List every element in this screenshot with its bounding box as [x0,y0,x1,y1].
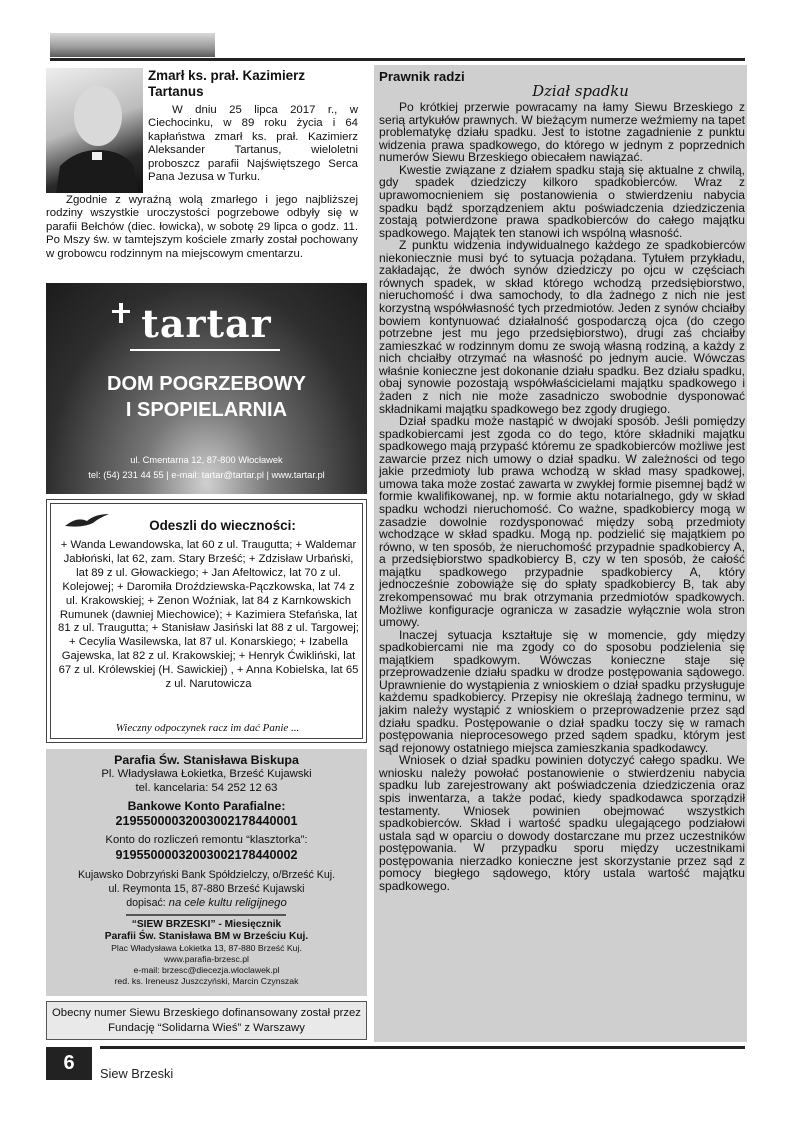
obituary-title: Zmarł ks. prał. Kazimierz Tartanus [148,68,306,99]
masthead-title: “SIEW BRZESKI” - Miesięcznik [131,919,282,930]
funerals-inner-frame [50,503,363,739]
article-paragraph: Inaczej sytuacja kształtuje się w momencie, gdy między spadkobiercami nie ma zgody co do sposobu podzielenia się majątkiem spadkowym. Wówczas konieczne staje się przeprowadzenie działu spadku w drodze postępowania sądowego. Uprawnienie do wystąpienia z wnioskiem o dział spadku przysługuje każdemu spadkobiercy. Przepisy nie określają żadnego terminu, w jakim należy wystąpić z wnioskiem o przeprowadzenie przez sąd działu spadku. Postępowanie o dział spadku toczy się w ramach postępowania nieprocesowego przed sądem spadku, którym jest sąd rejonowy ostatniego miejsca zamieszkania spadkodawcy. [379,627,745,755]
article-paragraph: Dział spadku może nastąpić w dwojaki sposób. Jeśli pomiędzy spadkobiercami jest zgoda co do tego, które składniki majątku spadkowego mają przypaść któremu ze spadkobierców możliwe jest zawarcie przez nich umowy o dział spadku. W zależności od tego jakie przedmioty lub prawa wchodzą w skład masy spadkowej, umowa taka może zostać zawarta w zwykłej formie pisemnej bądź w formie kwalifikowanej, np. w formie aktu notarialnego, gdy w skład spadku wchodzi nieruchomość. Co ważne, spadkobiercy mogą w zasadzie dowolnie rozdysponować między sobą przedmioty wchodzące w skład spadku. Mogą np. podzielić się majątkiem po równo, w ten sposób, że nieruchomość przypadnie spadkobiercy A, a przedsiębiorstwo spadkobiercy B, czy w ten sposób, że całość majątku spadkowego przypadnie spadkobiercy A, który jednocześnie zobowiąże się do spłaty spadkobiercy B, tak aby zrekompensować mu brak otrzymania przedmiotów spadkowych. Możliwe konfiguracje ogranicza w zasadzie wyłącznie wola stron umowy. [379,414,745,630]
funerals-list: + Wanda Lewandowska, lat 60 z ul. Traugutta; + Waldemar Jabłoński, lat 62, zam. Stary Brześć; + Zdzisław Urbański, lat 89 z ul. Głowackiego; + Jan Afeltowicz, lat 70 z ul. Kolejowej; + Daromiła Droździewska-Pączkowska, lat 74 z ul. Krakowskiej; + Zenon Woźniak, lat 84 z Karnkowskich Rumunek (dawniej Miechowice); + Kazimiera Stefańska, lat 81 z ul. Traugutta; + Stanisław Jasiński lat 88 z ul. Targowej; + Cecylia Wasilewska, lat 87 ul. Konarskiego; + Izabella Gajewska, lat 82 z ul. Krakowskiej; + Henryk Ćwikliński, lat 67 z ul. Królewskiej (H. Sawickiej) , + Anna Kobielska, lat 65 z ul. Narutowicza [58,539,359,691]
article-paragraph: Kwestie związane z działem spadku stają się aktualne z chwilą, gdy spadek dziedziczy kilkoro spadkobierców. Wraz z uprawomocnieniem się postanowienia o stwierdzeniu nabycia spadku bądź sporządzeniem aktu poświadczenia dziedziczenia zostają potwierdzone prawa spadkobierców do całego majątku spadkowego. Majątek ten stanowi ich wspólną własność. [379,162,745,240]
transfer-note [46,897,367,909]
funding-note: Obecny numer Siewu Brzeskiego dofinansowany został przez Fundację “Solidarna Wieś” z Warszawy [46,1001,367,1040]
parish-phone: tel. kancelaria: 54 252 12 63 [135,782,278,794]
masthead-rule [126,914,286,916]
footer-rule [100,1046,745,1049]
bank-account-number: 21955000032003002178440001 [115,814,298,828]
parish-title: Parafia Św. Stanisława Biskupa [114,753,299,767]
masthead-email: e-mail: brzesc@diecezja.wloclawek.pl [133,965,280,975]
article-paragraph: Z punktu widzenia indywidualnego każdego ze spadkobierców niekoniecznie musi być to sytuacja pożądana. Tytułem przykładu, zakładając, że dwóch synów dziedziczy po ojcu w częściach równych spadek, w skład którego wchodzą przedsiębiorstwo, nieruchomość i dwa samochody, to dla żadnego z nich nie jest korzystną współwłasność tych przedmiotów. Jeden z synów chciałby bowiem kontynuować działalność gospodarczą ojca (do czego potrzebne jest mu jego przedsiębiorstwo), drugi zaś chciałby zamieszkać w rodzinnym domu ze swoją własną rodziną, a każdy z nich chciałby otrzymać na własność po jednym aucie. Wówczas właśnie konieczne jest dokonanie działu spadku. Bez działu spadku, obaj synowie pozostają współwłaścicielami majątku spadkowego i żaden z nich nie może zasadniczo swobodnie dysponować składnikami majątku spadkowego bez zgody drugiego. [379,238,745,416]
funerals-box [46,499,367,743]
parish-info-box [46,749,367,996]
priest-portrait [46,68,143,193]
funeral-home-ad [46,283,367,494]
masthead-website: www.parafia-brzesc.pl [164,954,249,964]
article-kicker: Prawnik radzi [379,69,465,84]
bank-address: ul. Reymonta 15, 87-880 Brześć Kujawski [108,883,305,895]
article-paragraph: Wniosek o dział spadku powinien dotyczyć całego spadku. We wniosku należy powołać postanowienie o stwierdzeniu nabycia spadku lub zarejestrowany akt poświadczenia dziedziczenia oraz spis inwentarza, a także podać, kiedy spadkodawca sporządził testamenty. Wniosek powinien obejmować wszystkich spadkobierców. Skład i wartość spadku ulegającego podziałowi ustala sąd w oparciu o dowody dostarczane mu przez uczestników postępowania. W przypadku sporu między uczestnikami postępowania nierzadko konieczne jest skorzystanie przez sąd z pomocy biegłego sądowego, który ustala wartość majątku spadkowego. [379,753,745,893]
header-photo [50,33,215,57]
publication-name: Siew Brzeski [100,1066,174,1081]
masthead-parish: Parafii Św. Stanisława BM w Brześciu Kuj. [104,931,309,942]
ad-brand: tartar [141,301,272,346]
ad-contact: tel: (54) 231 44 55 | e-mail: tartar@tartar.pl | www.tartar.pl [88,470,325,480]
renovation-account-title: Konto do rozliczeń remontu “klasztorka”: [105,834,308,846]
funerals-title: Odeszli do wieczności: [149,518,296,533]
transfer-note-value: na cele kultu religijnego [168,897,287,909]
bank-account-title: Bankowe Konto Parafialne: [127,799,286,813]
obituary-paragraph: Zgodnie z wyraźną wolą zmarłego i jego najbliższej rodziny wszystkie uroczystości pogrzebowe odbyły się w parafii Bełchów (diec. łowicka), w sobotę 29 lipca o godz. 11. Po Mszy św. w tamtejszym kościele zmarły został pochowany w grobowcu rodzinnym na miejscowym cmentarzu. [46,194,358,260]
obituary-paragraph: W dniu 25 lipca 2017 r., w Ciechocinku, w 89 roku życia i 64 kapłaństwa zmarł ks. prał. Kazimierz Aleksander Tartanus, wieloletni proboszcz parafii Najświętszego Serca Pana Jezusa w Turku. [148,104,358,184]
ad-underline [130,349,280,351]
header-rule [50,58,745,61]
article-title: Dział spadku [532,83,629,100]
bank-name: Kujawsko Dobrzyński Bank Spółdzielczy, o/Brześć Kuj. [77,869,336,881]
renovation-account-number: 91955000032003002178440002 [115,848,298,862]
parish-address: Pl. Władysława Łokietka, Brześć Kujawski [101,768,312,780]
article-paragraph: Po krótkiej przerwie powracamy na łamy Siewu Brzeskiego z serią artykułów prawnych. W bieżącym numerze weźmiemy na tapet problematykę działu spadku. Jest to istotne zagadnienie z punktu widzenia prawa spadkowego, do którego w jednym z poprzednich numerów Siewu Brzeskiego obiecałem nawiązać. [379,100,745,165]
funerals-prayer: Wieczny odpoczynek racz im dać Panie ... [115,722,300,734]
masthead-address: Plac Władysława Łokietka 13, 87-880 Brześć Kuj. [111,943,302,953]
ad-headline: I SPOPIELARNIA [125,399,288,421]
page-number: 6 [46,1047,92,1080]
article-body [379,101,745,892]
ad-address: ul. Cmentarna 12, 87-800 Włocławek [130,455,283,465]
ad-headline: DOM POGRZEBOWY [107,373,306,395]
masthead-editors: red. ks. Ireneusz Juszczyński, Marcin Czynszak [114,976,299,986]
lawyer-article [374,65,747,1042]
transfer-note-label: dopisać: [126,897,166,909]
